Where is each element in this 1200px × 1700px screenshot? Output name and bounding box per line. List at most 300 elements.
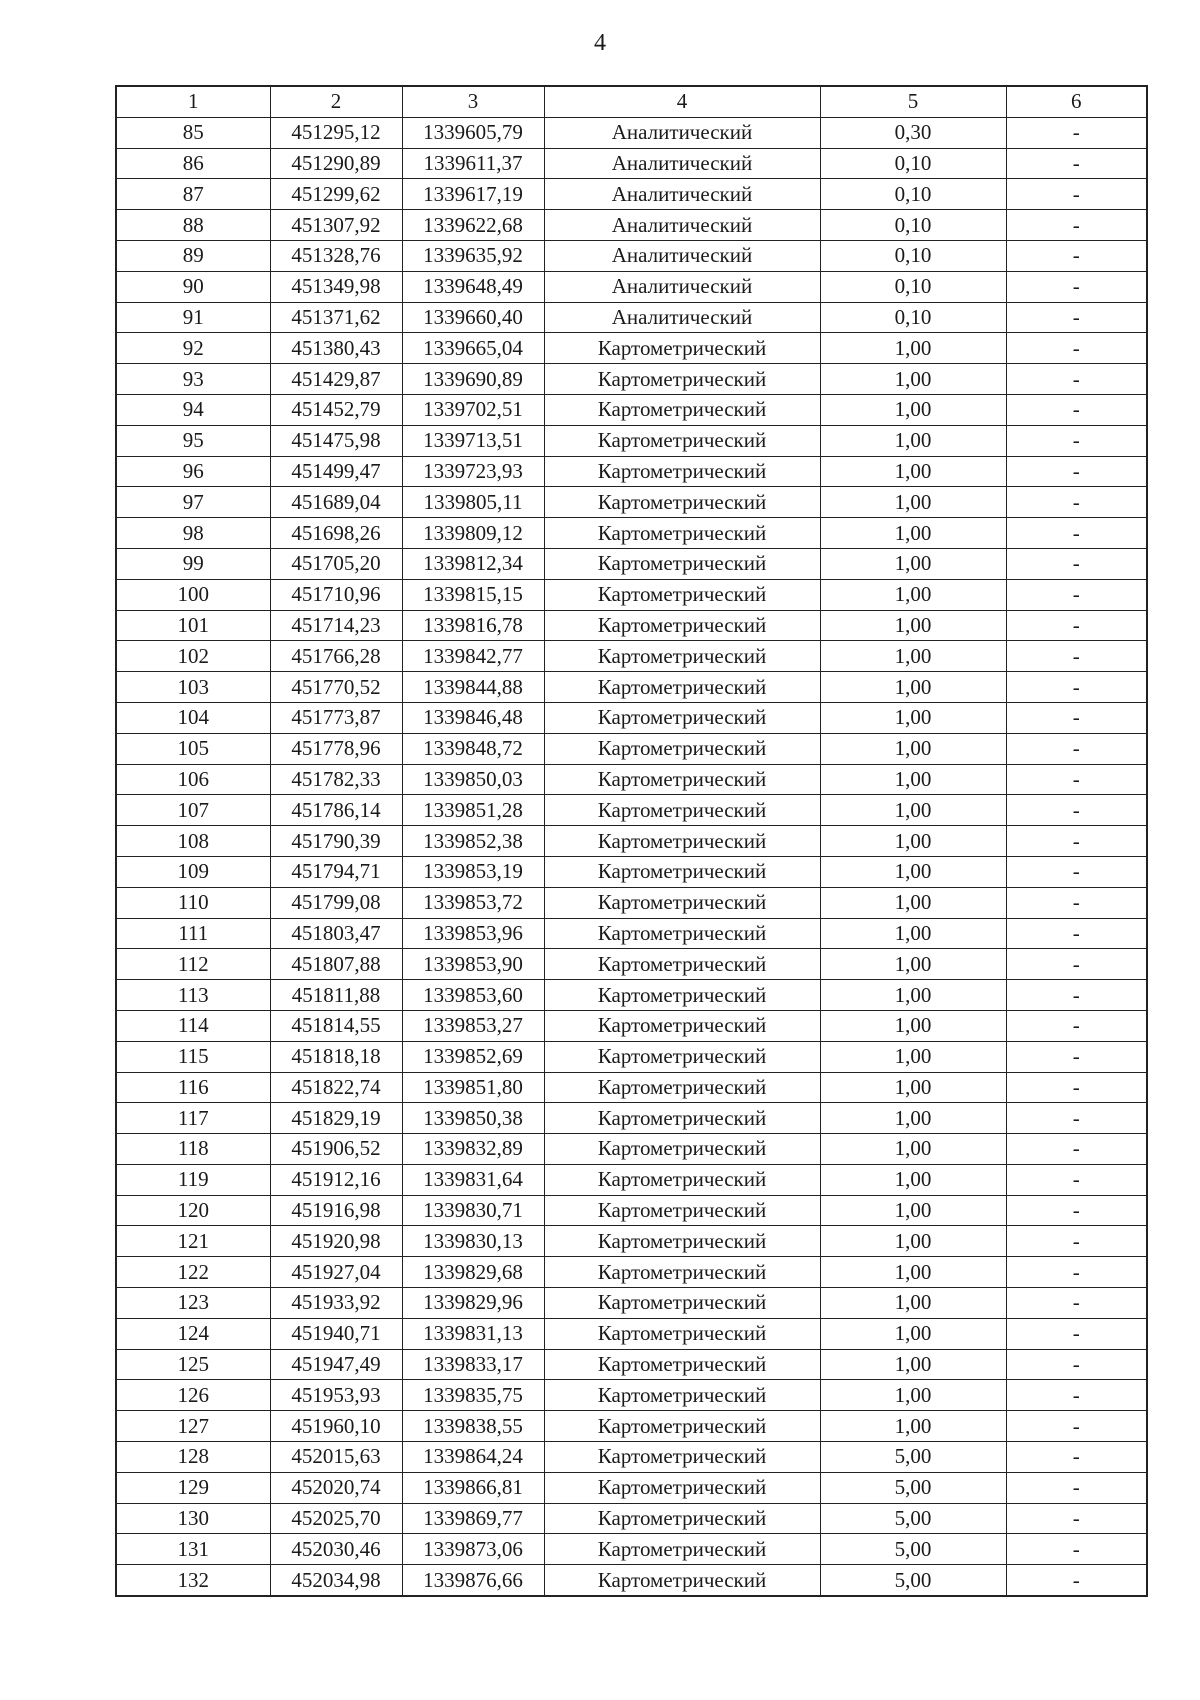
method-cell: Картометрический — [544, 1103, 820, 1134]
point-number-cell: 86 — [116, 148, 270, 179]
table-row — [116, 179, 1147, 210]
x-coordinate-cell: 451499,47 — [270, 456, 402, 487]
column-header: 3 — [402, 86, 544, 117]
table-row — [116, 949, 1147, 980]
y-coordinate-cell: 1339851,80 — [402, 1072, 544, 1103]
note-cell: - — [1006, 918, 1147, 949]
point-number-cell: 108 — [116, 826, 270, 857]
note-cell: - — [1006, 887, 1147, 918]
point-number-cell: 105 — [116, 733, 270, 764]
accuracy-cell: 1,00 — [820, 856, 1006, 887]
point-number-cell: 119 — [116, 1164, 270, 1195]
accuracy-cell: 1,00 — [820, 795, 1006, 826]
y-coordinate-cell: 1339842,77 — [402, 641, 544, 672]
point-number-cell: 120 — [116, 1195, 270, 1226]
method-cell: Аналитический — [544, 210, 820, 241]
method-cell: Картометрический — [544, 980, 820, 1011]
x-coordinate-cell: 451811,88 — [270, 980, 402, 1011]
table-row — [116, 456, 1147, 487]
method-cell: Картометрический — [544, 1010, 820, 1041]
column-header: 2 — [270, 86, 402, 117]
method-cell: Картометрический — [544, 1195, 820, 1226]
y-coordinate-cell: 1339829,96 — [402, 1288, 544, 1319]
x-coordinate-cell: 451960,10 — [270, 1411, 402, 1442]
y-coordinate-cell: 1339816,78 — [402, 610, 544, 641]
note-cell: - — [1006, 1411, 1147, 1442]
point-number-cell: 101 — [116, 610, 270, 641]
x-coordinate-cell: 451766,28 — [270, 641, 402, 672]
x-coordinate-cell: 451773,87 — [270, 702, 402, 733]
accuracy-cell: 0,10 — [820, 179, 1006, 210]
point-number-cell: 118 — [116, 1134, 270, 1165]
x-coordinate-cell: 451770,52 — [270, 672, 402, 703]
point-number-cell: 93 — [116, 364, 270, 395]
x-coordinate-cell: 451714,23 — [270, 610, 402, 641]
table-row — [116, 579, 1147, 610]
point-number-cell: 124 — [116, 1318, 270, 1349]
x-coordinate-cell: 451689,04 — [270, 487, 402, 518]
point-number-cell: 87 — [116, 179, 270, 210]
method-cell: Картометрический — [544, 1503, 820, 1534]
x-coordinate-cell: 451906,52 — [270, 1134, 402, 1165]
point-number-cell: 115 — [116, 1041, 270, 1072]
method-cell: Картометрический — [544, 1565, 820, 1596]
accuracy-cell: 1,00 — [820, 826, 1006, 857]
y-coordinate-cell: 1339844,88 — [402, 672, 544, 703]
x-coordinate-cell: 451698,26 — [270, 518, 402, 549]
note-cell: - — [1006, 764, 1147, 795]
x-coordinate-cell: 452015,63 — [270, 1442, 402, 1473]
table-row — [116, 1534, 1147, 1565]
x-coordinate-cell: 451927,04 — [270, 1257, 402, 1288]
point-number-cell: 126 — [116, 1380, 270, 1411]
x-coordinate-cell: 451710,96 — [270, 579, 402, 610]
note-cell: - — [1006, 1503, 1147, 1534]
point-number-cell: 88 — [116, 210, 270, 241]
accuracy-cell: 1,00 — [820, 641, 1006, 672]
y-coordinate-cell: 1339832,89 — [402, 1134, 544, 1165]
point-number-cell: 128 — [116, 1442, 270, 1473]
method-cell: Картометрический — [544, 1288, 820, 1319]
x-coordinate-cell: 451916,98 — [270, 1195, 402, 1226]
note-cell: - — [1006, 1257, 1147, 1288]
method-cell: Картометрический — [544, 733, 820, 764]
y-coordinate-cell: 1339702,51 — [402, 394, 544, 425]
accuracy-cell: 1,00 — [820, 364, 1006, 395]
column-header: 4 — [544, 86, 820, 117]
method-cell: Картометрический — [544, 456, 820, 487]
x-coordinate-cell: 451803,47 — [270, 918, 402, 949]
y-coordinate-cell: 1339830,13 — [402, 1226, 544, 1257]
table-row — [116, 1195, 1147, 1226]
y-coordinate-cell: 1339853,27 — [402, 1010, 544, 1041]
y-coordinate-cell: 1339851,28 — [402, 795, 544, 826]
method-cell: Картометрический — [544, 1442, 820, 1473]
point-number-cell: 91 — [116, 302, 270, 333]
method-cell: Картометрический — [544, 1072, 820, 1103]
x-coordinate-cell: 451705,20 — [270, 548, 402, 579]
point-number-cell: 85 — [116, 117, 270, 148]
note-cell: - — [1006, 302, 1147, 333]
point-number-cell: 125 — [116, 1349, 270, 1380]
y-coordinate-cell: 1339815,15 — [402, 579, 544, 610]
accuracy-cell: 5,00 — [820, 1565, 1006, 1596]
point-number-cell: 114 — [116, 1010, 270, 1041]
table-row — [116, 364, 1147, 395]
method-cell: Картометрический — [544, 1380, 820, 1411]
accuracy-cell: 1,00 — [820, 1226, 1006, 1257]
point-number-cell: 102 — [116, 641, 270, 672]
method-cell: Картометрический — [544, 1349, 820, 1380]
note-cell: - — [1006, 1380, 1147, 1411]
x-coordinate-cell: 451953,93 — [270, 1380, 402, 1411]
note-cell: - — [1006, 1534, 1147, 1565]
table-row — [116, 795, 1147, 826]
y-coordinate-cell: 1339853,19 — [402, 856, 544, 887]
point-number-cell: 112 — [116, 949, 270, 980]
note-cell: - — [1006, 1041, 1147, 1072]
accuracy-cell: 1,00 — [820, 1072, 1006, 1103]
accuracy-cell: 1,00 — [820, 1103, 1006, 1134]
accuracy-cell: 1,00 — [820, 1134, 1006, 1165]
table-row — [116, 240, 1147, 271]
point-number-cell: 123 — [116, 1288, 270, 1319]
accuracy-cell: 1,00 — [820, 1041, 1006, 1072]
accuracy-cell: 1,00 — [820, 518, 1006, 549]
point-number-cell: 111 — [116, 918, 270, 949]
y-coordinate-cell: 1339838,55 — [402, 1411, 544, 1442]
x-coordinate-cell: 451807,88 — [270, 949, 402, 980]
table-row — [116, 826, 1147, 857]
method-cell: Картометрический — [544, 1257, 820, 1288]
point-number-cell: 113 — [116, 980, 270, 1011]
accuracy-cell: 5,00 — [820, 1503, 1006, 1534]
x-coordinate-cell: 451933,92 — [270, 1288, 402, 1319]
x-coordinate-cell: 451818,18 — [270, 1041, 402, 1072]
note-cell: - — [1006, 579, 1147, 610]
x-coordinate-cell: 451940,71 — [270, 1318, 402, 1349]
table-row — [116, 1318, 1147, 1349]
point-number-cell: 110 — [116, 887, 270, 918]
table-row — [116, 918, 1147, 949]
accuracy-cell: 1,00 — [820, 1257, 1006, 1288]
y-coordinate-cell: 1339665,04 — [402, 333, 544, 364]
table-row — [116, 856, 1147, 887]
note-cell: - — [1006, 240, 1147, 271]
table-row — [116, 1503, 1147, 1534]
accuracy-cell: 1,00 — [820, 1164, 1006, 1195]
table-row — [116, 548, 1147, 579]
method-cell: Аналитический — [544, 302, 820, 333]
y-coordinate-cell: 1339660,40 — [402, 302, 544, 333]
x-coordinate-cell: 451782,33 — [270, 764, 402, 795]
table-row — [116, 1103, 1147, 1134]
method-cell: Картометрический — [544, 518, 820, 549]
note-cell: - — [1006, 856, 1147, 887]
y-coordinate-cell: 1339635,92 — [402, 240, 544, 271]
table-row — [116, 487, 1147, 518]
method-cell: Картометрический — [544, 1226, 820, 1257]
table-row — [116, 764, 1147, 795]
method-cell: Картометрический — [544, 949, 820, 980]
point-number-cell: 116 — [116, 1072, 270, 1103]
point-number-cell: 92 — [116, 333, 270, 364]
table-row — [116, 733, 1147, 764]
method-cell: Картометрический — [544, 425, 820, 456]
x-coordinate-cell: 451349,98 — [270, 271, 402, 302]
method-cell: Картометрический — [544, 579, 820, 610]
y-coordinate-cell: 1339846,48 — [402, 702, 544, 733]
table-header-row — [116, 86, 1147, 117]
y-coordinate-cell: 1339852,38 — [402, 826, 544, 857]
table-row — [116, 1164, 1147, 1195]
x-coordinate-cell: 451290,89 — [270, 148, 402, 179]
accuracy-cell: 1,00 — [820, 610, 1006, 641]
table-row — [116, 1072, 1147, 1103]
y-coordinate-cell: 1339835,75 — [402, 1380, 544, 1411]
table-row — [116, 1472, 1147, 1503]
x-coordinate-cell: 451452,79 — [270, 394, 402, 425]
x-coordinate-cell: 451799,08 — [270, 887, 402, 918]
accuracy-cell: 1,00 — [820, 394, 1006, 425]
accuracy-cell: 1,00 — [820, 1288, 1006, 1319]
x-coordinate-cell: 451380,43 — [270, 333, 402, 364]
method-cell: Картометрический — [544, 1318, 820, 1349]
y-coordinate-cell: 1339850,38 — [402, 1103, 544, 1134]
point-number-cell: 106 — [116, 764, 270, 795]
point-number-cell: 122 — [116, 1257, 270, 1288]
y-coordinate-cell: 1339853,90 — [402, 949, 544, 980]
y-coordinate-cell: 1339809,12 — [402, 518, 544, 549]
note-cell: - — [1006, 1565, 1147, 1596]
point-number-cell: 131 — [116, 1534, 270, 1565]
y-coordinate-cell: 1339829,68 — [402, 1257, 544, 1288]
table-row — [116, 302, 1147, 333]
point-number-cell: 130 — [116, 1503, 270, 1534]
x-coordinate-cell: 451794,71 — [270, 856, 402, 887]
point-number-cell: 99 — [116, 548, 270, 579]
note-cell: - — [1006, 610, 1147, 641]
note-cell: - — [1006, 1442, 1147, 1473]
accuracy-cell: 1,00 — [820, 425, 1006, 456]
method-cell: Картометрический — [544, 918, 820, 949]
point-number-cell: 132 — [116, 1565, 270, 1596]
x-coordinate-cell: 451912,16 — [270, 1164, 402, 1195]
note-cell: - — [1006, 1072, 1147, 1103]
y-coordinate-cell: 1339833,17 — [402, 1349, 544, 1380]
method-cell: Картометрический — [544, 702, 820, 733]
table-row — [116, 1134, 1147, 1165]
note-cell: - — [1006, 672, 1147, 703]
table-body — [116, 117, 1147, 1596]
point-number-cell: 109 — [116, 856, 270, 887]
table-row — [116, 1349, 1147, 1380]
point-number-cell: 97 — [116, 487, 270, 518]
note-cell: - — [1006, 1318, 1147, 1349]
table-row — [116, 425, 1147, 456]
x-coordinate-cell: 451429,87 — [270, 364, 402, 395]
note-cell: - — [1006, 548, 1147, 579]
point-number-cell: 89 — [116, 240, 270, 271]
note-cell: - — [1006, 487, 1147, 518]
y-coordinate-cell: 1339852,69 — [402, 1041, 544, 1072]
y-coordinate-cell: 1339848,72 — [402, 733, 544, 764]
method-cell: Картометрический — [544, 487, 820, 518]
x-coordinate-cell: 451786,14 — [270, 795, 402, 826]
accuracy-cell: 1,00 — [820, 1380, 1006, 1411]
accuracy-cell: 0,10 — [820, 302, 1006, 333]
accuracy-cell: 1,00 — [820, 702, 1006, 733]
y-coordinate-cell: 1339830,71 — [402, 1195, 544, 1226]
x-coordinate-cell: 452030,46 — [270, 1534, 402, 1565]
method-cell: Картометрический — [544, 394, 820, 425]
table-row — [116, 394, 1147, 425]
method-cell: Картометрический — [544, 826, 820, 857]
y-coordinate-cell: 1339805,11 — [402, 487, 544, 518]
table-row — [116, 518, 1147, 549]
y-coordinate-cell: 1339866,81 — [402, 1472, 544, 1503]
x-coordinate-cell: 452025,70 — [270, 1503, 402, 1534]
accuracy-cell: 0,10 — [820, 148, 1006, 179]
table-row — [116, 1288, 1147, 1319]
note-cell: - — [1006, 333, 1147, 364]
y-coordinate-cell: 1339853,96 — [402, 918, 544, 949]
note-cell: - — [1006, 518, 1147, 549]
accuracy-cell: 1,00 — [820, 887, 1006, 918]
note-cell: - — [1006, 733, 1147, 764]
note-cell: - — [1006, 641, 1147, 672]
method-cell: Картометрический — [544, 1041, 820, 1072]
table-row — [116, 980, 1147, 1011]
method-cell: Аналитический — [544, 148, 820, 179]
x-coordinate-cell: 451829,19 — [270, 1103, 402, 1134]
note-cell: - — [1006, 1164, 1147, 1195]
point-number-cell: 95 — [116, 425, 270, 456]
method-cell: Картометрический — [544, 1411, 820, 1442]
note-cell: - — [1006, 271, 1147, 302]
y-coordinate-cell: 1339605,79 — [402, 117, 544, 148]
note-cell: - — [1006, 394, 1147, 425]
y-coordinate-cell: 1339611,37 — [402, 148, 544, 179]
point-number-cell: 121 — [116, 1226, 270, 1257]
accuracy-cell: 1,00 — [820, 733, 1006, 764]
page-number: 4 — [594, 30, 606, 56]
method-cell: Картометрический — [544, 764, 820, 795]
accuracy-cell: 1,00 — [820, 918, 1006, 949]
note-cell: - — [1006, 795, 1147, 826]
y-coordinate-cell: 1339648,49 — [402, 271, 544, 302]
x-coordinate-cell: 452020,74 — [270, 1472, 402, 1503]
x-coordinate-cell: 451790,39 — [270, 826, 402, 857]
table-row — [116, 210, 1147, 241]
point-number-cell: 96 — [116, 456, 270, 487]
y-coordinate-cell: 1339850,03 — [402, 764, 544, 795]
y-coordinate-cell: 1339864,24 — [402, 1442, 544, 1473]
table-row — [116, 1411, 1147, 1442]
accuracy-cell: 5,00 — [820, 1472, 1006, 1503]
x-coordinate-cell: 451475,98 — [270, 425, 402, 456]
note-cell: - — [1006, 1010, 1147, 1041]
table-row — [116, 1010, 1147, 1041]
accuracy-cell: 1,00 — [820, 333, 1006, 364]
note-cell: - — [1006, 425, 1147, 456]
method-cell: Картометрический — [544, 610, 820, 641]
y-coordinate-cell: 1339873,06 — [402, 1534, 544, 1565]
method-cell: Картометрический — [544, 795, 820, 826]
table-row — [116, 1380, 1147, 1411]
accuracy-cell: 0,10 — [820, 271, 1006, 302]
y-coordinate-cell: 1339876,66 — [402, 1565, 544, 1596]
table-row — [116, 1226, 1147, 1257]
table-row — [116, 271, 1147, 302]
method-cell: Картометрический — [544, 1164, 820, 1195]
accuracy-cell: 5,00 — [820, 1442, 1006, 1473]
method-cell: Картометрический — [544, 641, 820, 672]
accuracy-cell: 0,10 — [820, 210, 1006, 241]
x-coordinate-cell: 451307,92 — [270, 210, 402, 241]
point-number-cell: 104 — [116, 702, 270, 733]
y-coordinate-cell: 1339853,72 — [402, 887, 544, 918]
y-coordinate-cell: 1339713,51 — [402, 425, 544, 456]
accuracy-cell: 1,00 — [820, 1318, 1006, 1349]
table-row — [116, 1442, 1147, 1473]
x-coordinate-cell: 451299,62 — [270, 179, 402, 210]
table-row — [116, 148, 1147, 179]
accuracy-cell: 1,00 — [820, 548, 1006, 579]
x-coordinate-cell: 451822,74 — [270, 1072, 402, 1103]
y-coordinate-cell: 1339690,89 — [402, 364, 544, 395]
note-cell: - — [1006, 1288, 1147, 1319]
y-coordinate-cell: 1339869,77 — [402, 1503, 544, 1534]
method-cell: Картометрический — [544, 1534, 820, 1565]
note-cell: - — [1006, 456, 1147, 487]
point-number-cell: 127 — [116, 1411, 270, 1442]
point-number-cell: 90 — [116, 271, 270, 302]
column-header: 6 — [1006, 86, 1147, 117]
note-cell: - — [1006, 148, 1147, 179]
y-coordinate-cell: 1339723,93 — [402, 456, 544, 487]
accuracy-cell: 1,00 — [820, 487, 1006, 518]
method-cell: Картометрический — [544, 1472, 820, 1503]
x-coordinate-cell: 451814,55 — [270, 1010, 402, 1041]
x-coordinate-cell: 451920,98 — [270, 1226, 402, 1257]
point-number-cell: 129 — [116, 1472, 270, 1503]
point-number-cell: 103 — [116, 672, 270, 703]
x-coordinate-cell: 451295,12 — [270, 117, 402, 148]
note-cell: - — [1006, 1349, 1147, 1380]
table-row — [116, 610, 1147, 641]
table-row — [116, 702, 1147, 733]
accuracy-cell: 1,00 — [820, 1349, 1006, 1380]
y-coordinate-cell: 1339812,34 — [402, 548, 544, 579]
note-cell: - — [1006, 1195, 1147, 1226]
y-coordinate-cell: 1339622,68 — [402, 210, 544, 241]
x-coordinate-cell: 451778,96 — [270, 733, 402, 764]
note-cell: - — [1006, 117, 1147, 148]
x-coordinate-cell: 452034,98 — [270, 1565, 402, 1596]
table-row — [116, 672, 1147, 703]
accuracy-cell: 1,00 — [820, 949, 1006, 980]
x-coordinate-cell: 451328,76 — [270, 240, 402, 271]
note-cell: - — [1006, 210, 1147, 241]
column-header: 1 — [116, 86, 270, 117]
x-coordinate-cell: 451371,62 — [270, 302, 402, 333]
column-header: 5 — [820, 86, 1006, 117]
table-row — [116, 1565, 1147, 1596]
method-cell: Картометрический — [544, 672, 820, 703]
accuracy-cell: 1,00 — [820, 980, 1006, 1011]
table-row — [116, 887, 1147, 918]
